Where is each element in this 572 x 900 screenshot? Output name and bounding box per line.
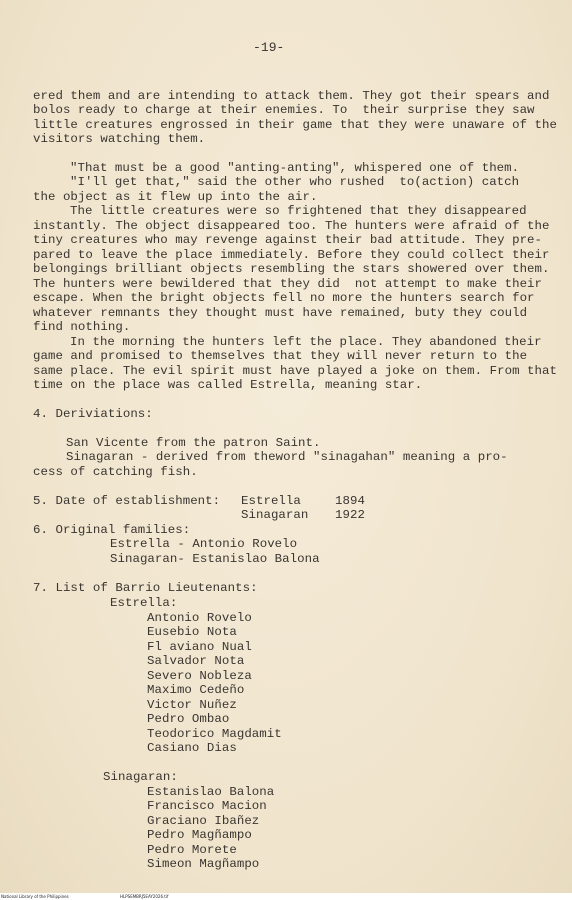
text-line: visitors watching them. bbox=[33, 132, 206, 146]
list-item: Fl aviano Nual bbox=[147, 640, 252, 654]
text-line: same place. The evil spirit must have played a joke on them. From that bbox=[33, 364, 557, 378]
list-item: Pedro Ombao bbox=[147, 712, 230, 726]
text-line: pared to leave the place immediately. Before they could collect their bbox=[33, 248, 550, 262]
section-heading: 6. Original families: bbox=[33, 523, 191, 537]
text-line: tiny creatures who may revenge against their bad attitude. They pre- bbox=[33, 233, 543, 247]
text-line: escape. When the bright objects fell no more the hunters search for bbox=[33, 291, 535, 305]
text-line: the object as it flew up into the air. bbox=[33, 190, 318, 204]
text-line: "That must be a good "anting-anting", whispered one of them. bbox=[70, 161, 520, 175]
text-line: "I'll get that," said the other who rushed to(action) catch bbox=[70, 175, 520, 189]
section-heading: 4. Deriviations: bbox=[33, 407, 153, 421]
list-item: Graciano Ibañez bbox=[147, 814, 260, 828]
footer-file-name: HLPSEMBRJ5EAY2026.tif bbox=[120, 894, 169, 899]
archive-footer bbox=[0, 893, 572, 900]
establishment-barrio: Estrella bbox=[241, 494, 301, 508]
establishment-barrio: Sinagaran bbox=[241, 508, 309, 522]
establishment-year: 1894 bbox=[335, 494, 365, 508]
text-line: cess of catching fish. bbox=[33, 465, 198, 479]
barrio-label: Estrella: bbox=[110, 596, 178, 610]
text-line: Sinagaran- Estanislao Balona bbox=[110, 552, 320, 566]
section-heading: 7. List of Barrio Lieutenants: bbox=[33, 581, 258, 595]
list-item: Estanislao Balona bbox=[147, 785, 275, 799]
text-line: time on the place was called Estrella, meaning star. bbox=[33, 378, 423, 392]
list-item: Francisco Macion bbox=[147, 799, 267, 813]
list-item: Pedro Magñampo bbox=[147, 828, 252, 842]
list-item: Victor Nuñez bbox=[147, 698, 237, 712]
text-line: In the morning the hunters left the place. They abandoned their bbox=[70, 335, 542, 349]
text-line: belongings brilliant objects resembling the stars showered over them. bbox=[33, 262, 550, 276]
barrio-label: Sinagaran: bbox=[103, 770, 178, 784]
list-item: Eusebio Nota bbox=[147, 625, 237, 639]
page-number: -19- bbox=[253, 40, 285, 55]
text-line: Estrella - Antonio Rovelo bbox=[110, 537, 298, 551]
list-item: Teodorico Magdamit bbox=[147, 727, 282, 741]
text-line: game and promised to themselves that they will never return to the bbox=[33, 349, 528, 363]
text-line: bolos ready to charge at their enemies. To their surprise they saw bbox=[33, 103, 535, 117]
text-line: ered them and are intending to attack them. They got their spears and bbox=[33, 89, 550, 103]
list-item: Severo Nobleza bbox=[147, 669, 252, 683]
text-line: The little creatures were so frightened that they disappeared bbox=[70, 204, 527, 218]
text-line: The hunters were bewildered that they did not attempt to make their bbox=[33, 277, 543, 291]
text-line: little creatures engrossed in their game that they were unaware of the bbox=[33, 118, 557, 132]
list-item: Salvador Nota bbox=[147, 654, 245, 668]
text-line: San Vicente from the patron Saint. bbox=[66, 436, 321, 450]
list-item: Antonio Rovelo bbox=[147, 611, 252, 625]
section-heading: 5. Date of establishment: bbox=[33, 494, 221, 508]
list-item: Pedro Morete bbox=[147, 843, 237, 857]
establishment-year: 1922 bbox=[335, 508, 365, 522]
text-line: instantly. The object disappeared too. The hunters were afraid of the bbox=[33, 219, 550, 233]
text-line: Sinagaran - derived from theword "sinagahan" meaning a pro- bbox=[66, 450, 508, 464]
list-item: Maximo Cedeño bbox=[147, 683, 245, 697]
text-line: whatever remnants they thought must have remained, buty they could bbox=[33, 306, 528, 320]
text-line: find nothing. bbox=[33, 320, 131, 334]
list-item: Simeon Magñampo bbox=[147, 857, 260, 871]
footer-library-name: National Library of the Philippines bbox=[1, 894, 69, 899]
list-item: Casiano Dias bbox=[147, 741, 237, 755]
